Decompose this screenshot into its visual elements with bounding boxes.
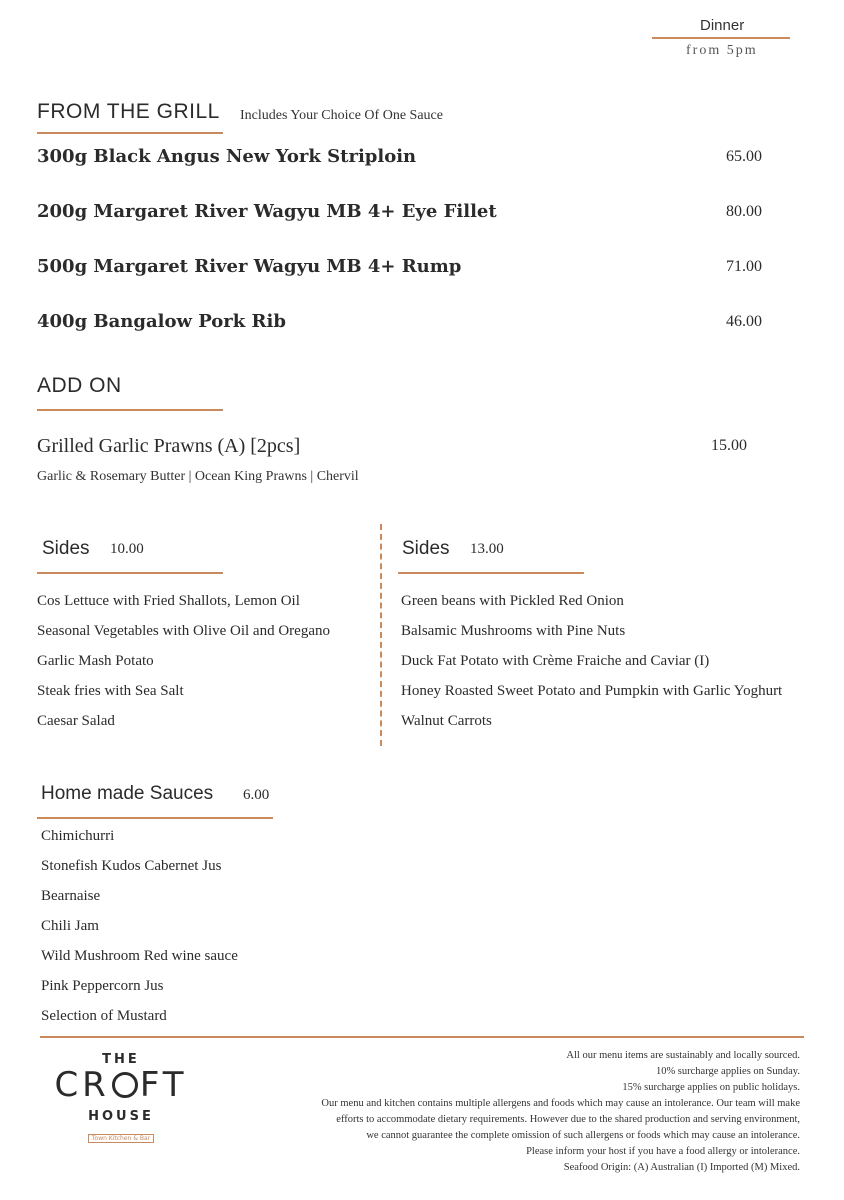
sauces-rule — [37, 817, 273, 819]
menu-item-price: 65.00 — [726, 148, 762, 165]
meal-period: Dinner — [700, 17, 745, 34]
logo-subtitle: Town Kitchen & Bar — [88, 1134, 154, 1143]
footer-note: 10% surcharge applies on Sunday. — [655, 1066, 800, 1077]
sides-right-price: 13.00 — [470, 541, 504, 557]
footer-note: All our menu items are sustainably and locally sourced. — [566, 1050, 800, 1061]
menu-item-price: 46.00 — [726, 313, 762, 330]
footer-note: Seafood Origin: (A) Australian (I) Imported (M) Mixed. — [563, 1162, 800, 1173]
header-rule — [652, 37, 790, 39]
addon-item-name: Grilled Garlic Prawns (A) [2pcs] — [37, 435, 301, 457]
list-item: Caesar Salad — [37, 713, 115, 729]
logo-croft-text-b: FT — [139, 1065, 188, 1105]
list-item: Pink Peppercorn Jus — [41, 978, 164, 994]
list-item: Chimichurri — [41, 828, 115, 844]
menu-item-name: 500g Margaret River Wagyu MB 4+ Rump — [37, 256, 462, 277]
sauces-title: Home made Sauces — [41, 783, 214, 804]
list-item: Wild Mushroom Red wine sauce — [41, 948, 238, 964]
list-item: Walnut Carrots — [401, 713, 492, 729]
list-item: Balsamic Mushrooms with Pine Nuts — [401, 623, 626, 639]
list-item: Honey Roasted Sweet Potato and Pumpkin with Garlic Yoghurt — [401, 683, 783, 699]
list-item: Duck Fat Potato with Crème Fraiche and Caviar (I) — [401, 653, 710, 669]
addon-section-title: ADD ON — [37, 374, 122, 397]
logo-circle-icon — [112, 1072, 138, 1098]
footer-note: Please inform your host if you have a food allergy or intolerance. — [526, 1146, 800, 1157]
footer-note: 15% surcharge applies on public holidays. — [622, 1082, 800, 1093]
addon-rule — [37, 409, 223, 411]
menu-item-name: 400g Bangalow Pork Rib — [37, 311, 286, 332]
list-item: Cos Lettuce with Fried Shallots, Lemon Oil — [37, 593, 300, 609]
sides-left-rule — [37, 572, 223, 574]
addon-item-description: Garlic & Rosemary Butter | Ocean King Prawns | Chervil — [37, 469, 359, 484]
sauces-price: 6.00 — [243, 787, 270, 803]
service-time: from 5pm — [686, 43, 758, 58]
list-item: Seasonal Vegetables with Olive Oil and Oregano — [37, 623, 330, 639]
list-item: Garlic Mash Potato — [37, 653, 154, 669]
list-item: Green beans with Pickled Red Onion — [401, 593, 624, 609]
sides-right-title: Sides — [402, 538, 450, 559]
footer-rule — [40, 1036, 804, 1038]
menu-item-price: 80.00 — [726, 203, 762, 220]
list-item: Stonefish Kudos Cabernet Jus — [41, 858, 222, 874]
sides-left-price: 10.00 — [110, 541, 144, 557]
list-item: Bearnaise — [41, 888, 101, 904]
menu-item-name: 300g Black Angus New York Striploin — [37, 146, 417, 167]
grill-section-title: FROM THE GRILL — [37, 100, 220, 123]
logo-croft-text-a: CR — [54, 1065, 110, 1105]
footer-note: Our menu and kitchen contains multiple allergens and foods which may cause an intolerance. Our team will make — [321, 1098, 800, 1109]
footer-note: efforts to accommodate dietary requirements. However due to the shared production and serving environment, — [336, 1114, 800, 1125]
logo-the-text: THE — [102, 1052, 140, 1067]
list-item: Steak fries with Sea Salt — [37, 683, 184, 699]
sides-right-rule — [398, 572, 584, 574]
croft-house-logo — [50, 1052, 192, 1144]
menu-item-price: 71.00 — [726, 258, 762, 275]
list-item: Chili Jam — [41, 918, 99, 934]
footer-note: we cannot guarantee the complete omission of such allergens or foods which may cause an intolerance. — [366, 1130, 800, 1141]
menu-item-name: 200g Margaret River Wagyu MB 4+ Eye Fillet — [37, 201, 497, 222]
grill-rule — [37, 132, 223, 134]
logo-wordmark — [50, 1067, 192, 1109]
logo-house-text: HOUSE — [88, 1109, 154, 1124]
list-item: Selection of Mustard — [41, 1008, 167, 1024]
addon-item-price: 15.00 — [711, 437, 747, 454]
column-divider — [380, 524, 382, 746]
grill-section-note: Includes Your Choice Of One Sauce — [240, 108, 443, 123]
sides-left-title: Sides — [42, 538, 90, 559]
